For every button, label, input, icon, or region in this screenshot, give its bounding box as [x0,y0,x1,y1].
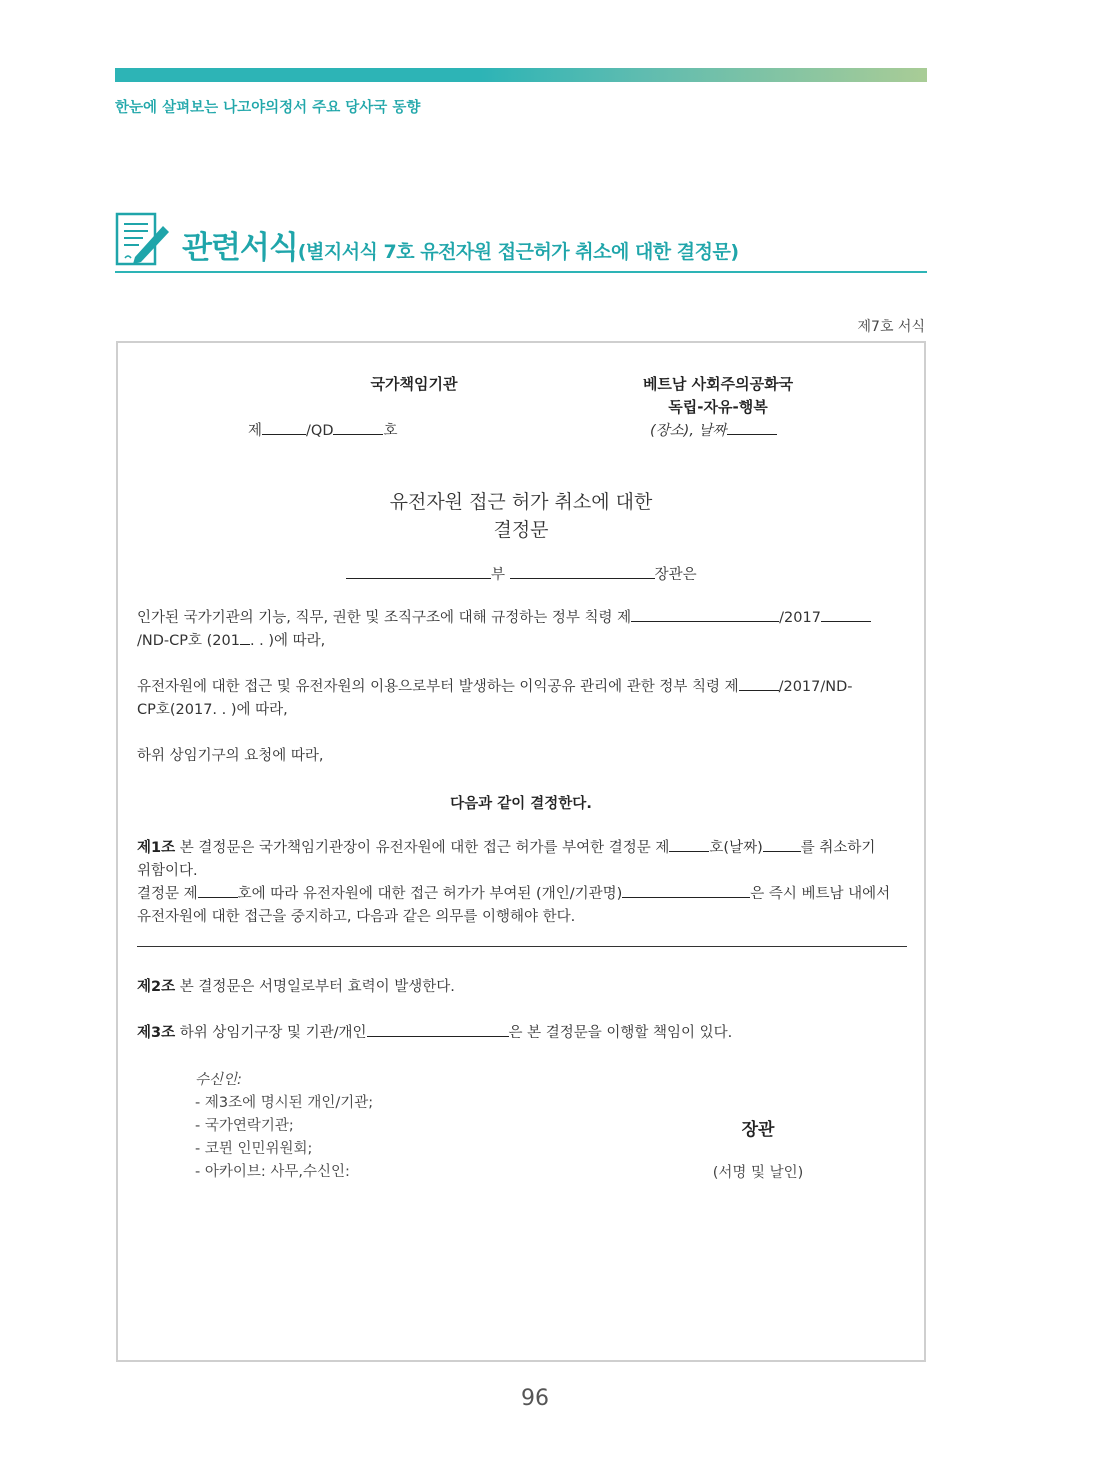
signature-note: (서명 및 날인) [712,1165,804,1181]
form-frame [116,341,926,1362]
document-pen-icon [115,212,171,268]
paragraph-basis-1: 인가된 국가기관의 기능, 직무, 권한 및 조직구조에 대해 규정하는 정부 칙령 제 /2017 /ND-CP호 (201 . . )에 따라, [137,607,907,653]
document-title-line1: 유전자원 접근 허가 취소에 대한 [389,491,653,513]
obligations-blank-line [137,946,907,947]
header-color-bar [115,68,927,82]
recipient-item: - 코뮌 인민위원회; [195,1141,313,1157]
article-2: 제2조 본 결정문은 서명일로부터 효력이 발생한다. [137,979,455,995]
paragraph-basis-2: 유전자원에 대한 접근 및 유전자원의 이용으로부터 발생하는 이익공유 관리에 관한 정부 칙령 제 /2017/ND- CP호(2017. . )에 따라, [137,676,907,722]
recipient-item: - 국가연락기관; [195,1118,294,1134]
form-number: 제7호 서식 [857,319,925,335]
place-date: (장소), 날짜 [650,419,777,440]
recipient-item: - 아카이브: 사무,수신인: [195,1164,350,1180]
recipients-title: 수신인: [195,1072,242,1088]
section-title-main: 관련서식 [182,230,298,266]
article-1: 제1조 본 결정문은 국가책임기관장이 유전자원에 대한 접근 허가를 부여한 결정문 제 호(날짜) 를 취소하기 위함이다. [137,837,907,883]
section-title [182,222,739,267]
section-title-sub: (별지서식 7호 유전자원 접근허가 취소에 대한 결정문) [297,241,739,263]
minister-title: 장관 [741,1120,775,1140]
recipient-item: - 제3조에 명시된 개인/기관; [195,1095,374,1111]
document-number: 제 /QD 호 [248,419,398,440]
article-1-continued: 결정문 제 호에 따라 유전자원에 대한 접근 허가가 부여된 (개인/기관명) 은 즉시 베트남 내에서 유전자원에 대한 접근을 중지하고, 다음과 같은 의무를 이행해야 한다. [137,883,907,929]
paragraph-basis-3: 하위 상임기구의 요청에 따라, [137,748,324,764]
nation-name: 베트남 사회주의공화국 [642,375,794,393]
minister-line: 부 장관은 [346,563,697,584]
national-motto: 독립-자유-행복 [668,398,768,416]
page-number: 96 [521,1386,549,1411]
article-3: 제3조 하위 상임기구장 및 기관/개인 은 본 결정문을 이행할 책임이 있다. [137,1022,907,1045]
section-rule [115,271,927,273]
running-head: 한눈에 살펴보는 나고야의정서 주요 당사국 동향 [115,100,421,116]
document-title-line2: 결정문 [493,519,549,541]
issuer-name: 국가책임기관 [370,375,458,393]
decision-heading: 다음과 같이 결정한다. [450,796,592,812]
